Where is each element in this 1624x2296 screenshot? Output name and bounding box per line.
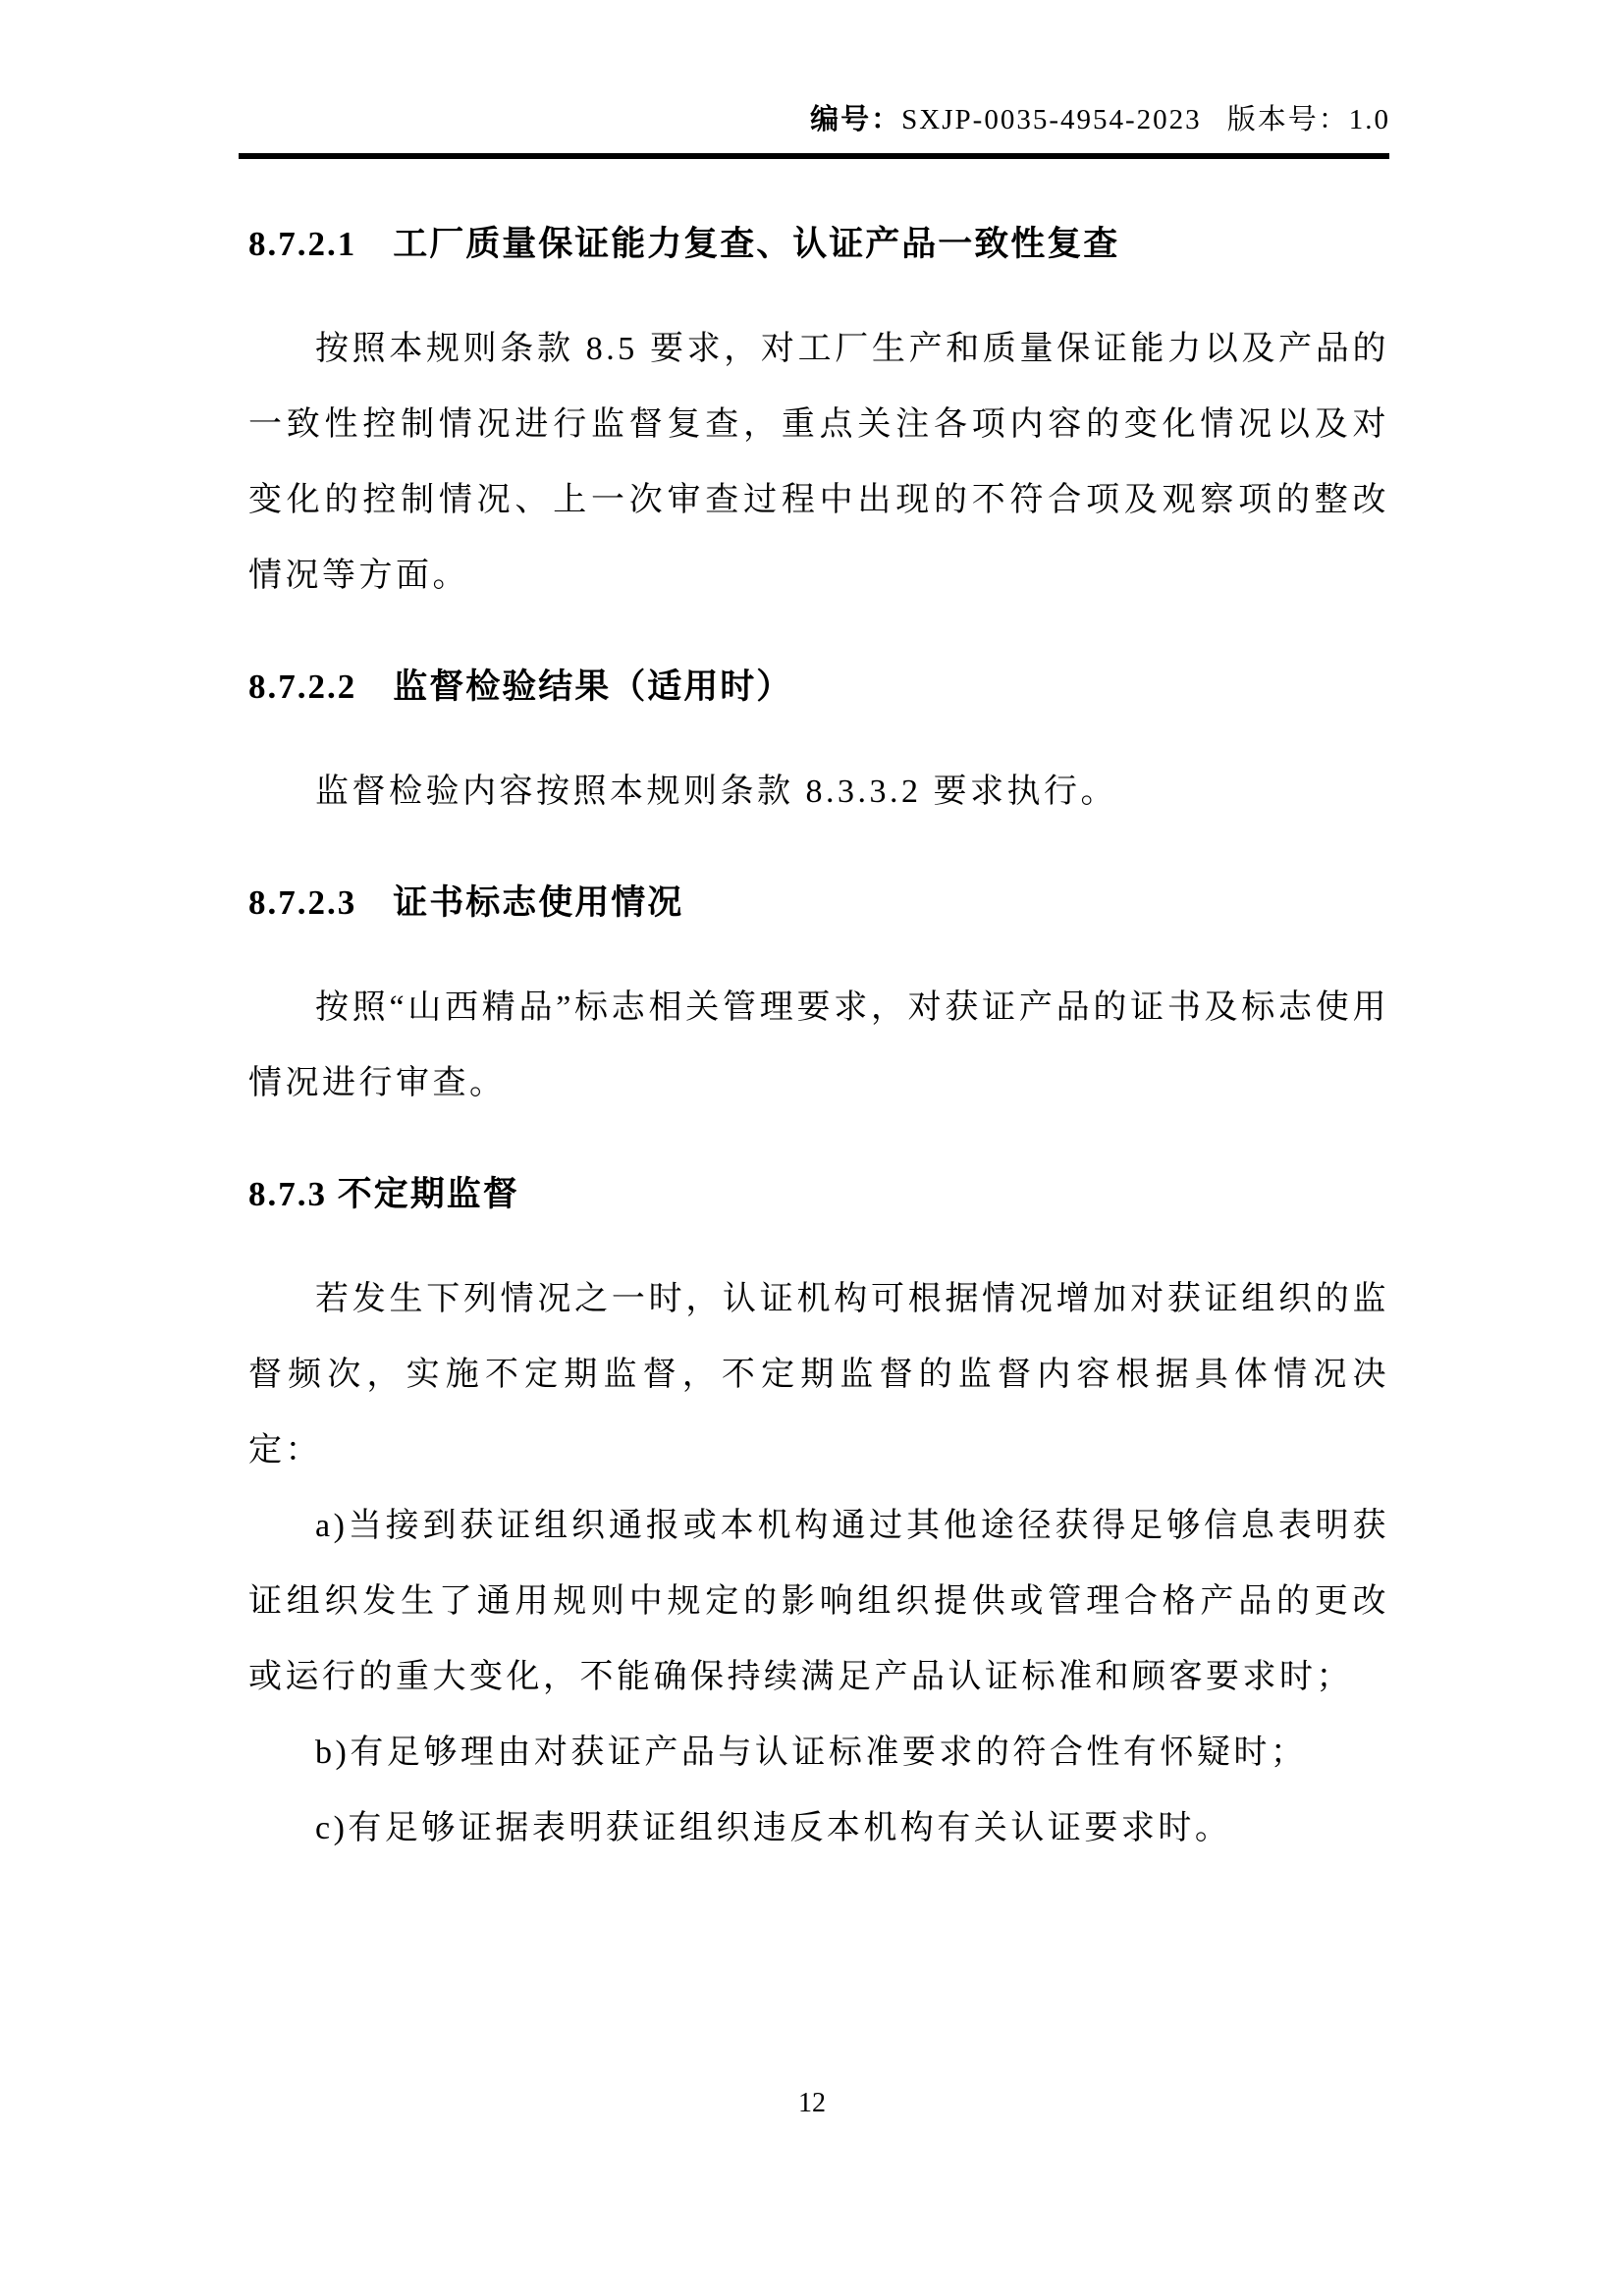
section-heading-8-7-2-2: 8.7.2.2 监督检验结果（适用时）	[248, 667, 793, 706]
section-heading-8-7-3: 8.7.3 不定期监督	[248, 1175, 519, 1213]
paragraph-inspection-result: 监督检验内容按照本规则条款 8.3.3.2 要求执行。	[315, 774, 1117, 810]
section-heading-8-7-2-3: 8.7.2.3 证书标志使用情况	[248, 883, 684, 922]
paragraph-certificate-mark-usage: 按照“山西精品”标志相关管理要求，对获证产品的证书及标志使用情况进行审查。	[248, 989, 1389, 1101]
doc-code-label: 编号：	[810, 104, 902, 135]
document-header	[245, 98, 1390, 141]
list-item-c: c)有足够证据表明获证组织违反本机构有关认证要求时。	[315, 1810, 1232, 1846]
list-item-a: a)当接到获证组织通报或本机构通过其他途径获得足够信息表明获证组织发生了通用规则中规定的影响组织提供或管理合格产品的更改或运行的重大变化，不能确保持续满足产品认证标准和顾客要求时；	[248, 1508, 1389, 1695]
document-body	[248, 160, 1389, 1866]
doc-code-value: SXJP-0035-4954-2023	[901, 104, 1202, 135]
header-rule	[239, 153, 1389, 159]
section-heading-8-7-2-1: 8.7.2.1 工厂质量保证能力复查、认证产品一致性复查	[248, 225, 1120, 263]
list-item-b: b)有足够理由对获证产品与认证标准要求的符合性有怀疑时；	[315, 1735, 1308, 1771]
page-number: 12	[798, 2088, 826, 2118]
doc-version-value: 1.0	[1348, 104, 1390, 135]
paragraph-factory-review: 按照本规则条款 8.5 要求，对工厂生产和质量保证能力以及产品的一致性控制情况进行监督复查，重点关注各项内容的变化情况以及对变化的控制情况、上一次审查过程中出现的不符合项及观察项的整改情况等方面。	[248, 331, 1389, 594]
doc-version-label: 版本号：	[1226, 104, 1349, 135]
paragraph-irregular-supervision-intro: 若发生下列情况之一时，认证机构可根据情况增加对获证组织的监督频次，实施不定期监督，不定期监督的监督内容根据具体情况决定：	[248, 1281, 1389, 1468]
